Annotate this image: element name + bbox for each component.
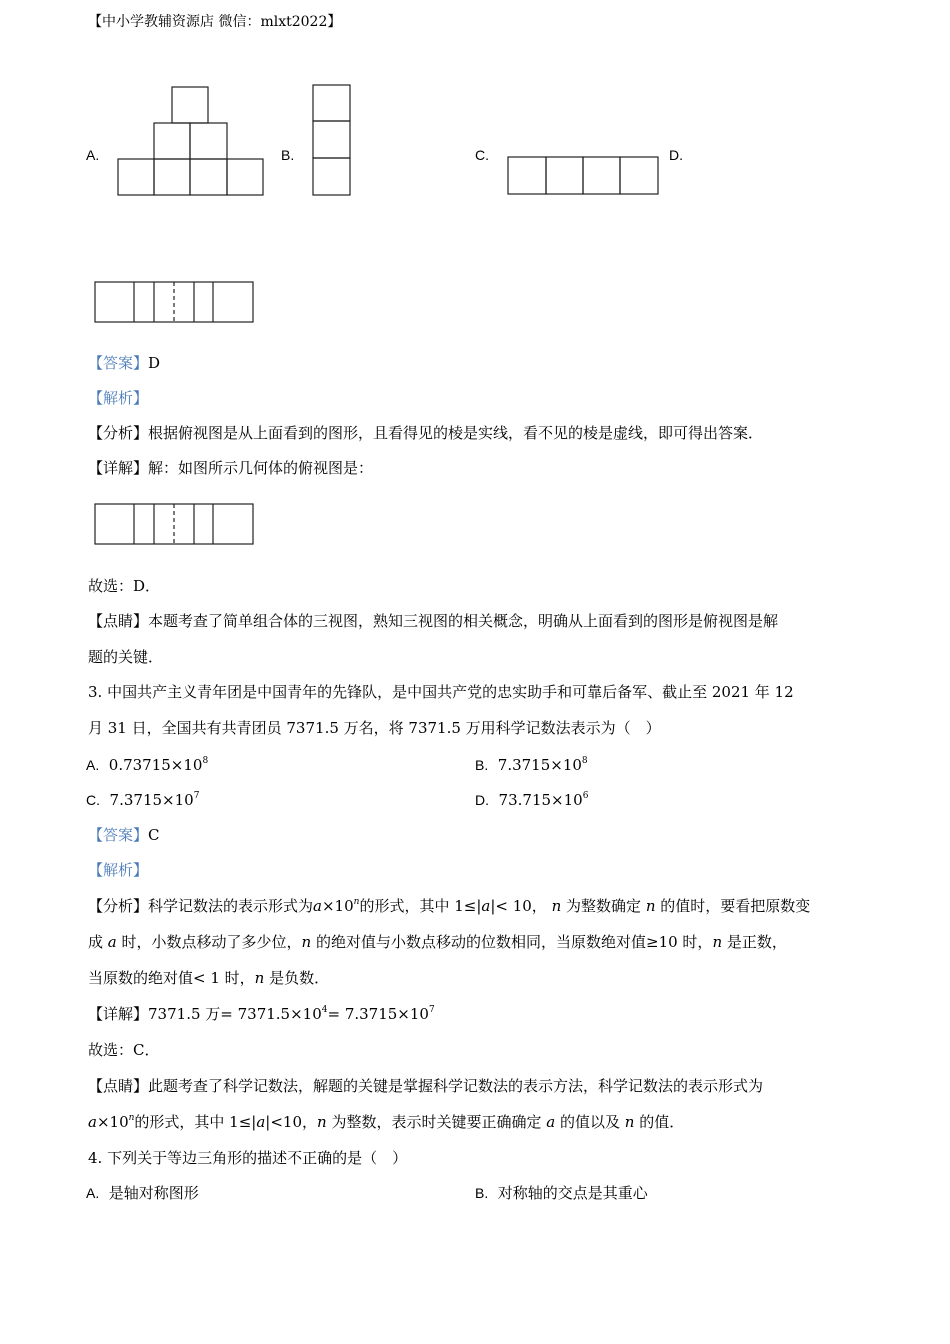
- text: 的绝对值与小数点移动的位数相同，当原数绝对值≥10 时，: [316, 933, 713, 951]
- exp: 4: [321, 1005, 328, 1015]
- page-header: 【中小学教辅资源店 微信：mlxt2022】: [88, 14, 342, 30]
- option-c-label: C.: [475, 147, 489, 163]
- q4-option-a: [86, 1183, 199, 1203]
- figure-option-a: [118, 87, 263, 195]
- q2-option-figures: [0, 0, 950, 340]
- text: 科学记数法的表示形式为: [148, 897, 314, 915]
- figure-option-b: [313, 85, 350, 195]
- q2-dianjing-line2: 题的关键．: [88, 648, 164, 666]
- text: 的值．: [639, 1113, 685, 1131]
- q3-answer: [88, 825, 160, 845]
- option-text: 对称轴的交点是其重心: [497, 1184, 648, 1202]
- text: 当原数的绝对值< 1 时，: [88, 969, 255, 987]
- q3-dianjing-line1: [88, 1076, 763, 1096]
- q3-stem-line1: 3. 中国共产主义青年团是中国青年的先锋队，是中国共产党的忠实助手和可靠后备军、截止至 2021 年 12: [88, 683, 794, 701]
- xiangjie-text: 解：如图所示几何体的俯视图是：: [148, 459, 374, 477]
- var-a: a: [313, 897, 322, 915]
- q3-option-a: [86, 755, 208, 775]
- dianjing-text: 本题考查了简单组合体的三视图，熟知三视图的相关概念，明确从上面看到的图形是俯视图是解: [148, 612, 779, 630]
- var-n: n: [645, 897, 656, 915]
- var-a: a: [107, 933, 117, 951]
- option-label: C.: [86, 792, 100, 808]
- text: ×10: [96, 1113, 129, 1131]
- q2-analysis-tag: 【解析】: [88, 389, 149, 407]
- q3-xiangjie: [88, 1004, 435, 1024]
- option-base: 73.715×10: [498, 791, 583, 809]
- option-exp: 8: [581, 756, 588, 766]
- fenxi-tag: 【分析】: [88, 897, 149, 915]
- q3-dianjing-line2: [88, 1112, 684, 1132]
- var-n: n: [624, 1113, 635, 1131]
- answer-tag: 【答案】: [88, 826, 149, 844]
- q3-guxuan: 故选：C．: [88, 1041, 160, 1059]
- var-a: a: [256, 1113, 266, 1131]
- q2-fenxi: [88, 423, 763, 443]
- text: 时，小数点移动了多少位，: [121, 933, 302, 951]
- exp: 7: [428, 1005, 435, 1015]
- text: 此题考查了科学记数法，解题的关键是掌握科学记数法的表示方法，科学记数法的表示形式为: [148, 1077, 764, 1095]
- answer-value: D: [148, 354, 161, 372]
- q3-fenxi-line3: [88, 968, 329, 988]
- text: 为整数，表示时关键要正确确定: [331, 1113, 542, 1131]
- var-n: n: [128, 1113, 135, 1123]
- text: 7371.5 万= 7371.5×10: [148, 1005, 322, 1023]
- text: |<10，: [265, 1113, 318, 1131]
- option-label: D.: [475, 792, 489, 808]
- option-label: A.: [86, 757, 100, 773]
- xiangjie-tag: 【详解】: [88, 1005, 149, 1023]
- q3-option-c: [86, 790, 199, 810]
- text: 的值以及: [560, 1113, 621, 1131]
- q4-stem: 4. 下列关于等边三角形的描述不正确的是（ ）: [88, 1149, 408, 1167]
- text: ×10: [321, 897, 354, 915]
- dianjing-tag: 【点睛】: [88, 1077, 149, 1095]
- fenxi-tag: 【分析】: [88, 424, 149, 442]
- option-label: B.: [475, 757, 489, 773]
- q2-xiangjie: [88, 458, 373, 478]
- text: 成: [88, 933, 104, 951]
- q3-option-b: [475, 755, 588, 775]
- text: 为整数确定: [566, 897, 642, 915]
- answer-tag: 【答案】: [88, 354, 149, 372]
- option-text: 是轴对称图形: [108, 1184, 199, 1202]
- q3-stem-line2: 月 31 日，全国共有共青团员 7371.5 万名，将 7371.5 万用科学记数法表示为（ ）: [88, 719, 661, 737]
- text: 的值时，要看把原数变: [660, 897, 811, 915]
- fenxi-text: 根据俯视图是从上面看到的图形，且看得见的棱是实线，看不见的棱是虚线，即可得出答案．: [148, 424, 764, 442]
- var-n: n: [317, 1113, 327, 1131]
- text: |< 10，: [490, 897, 547, 915]
- q3-fenxi-line1: [88, 896, 810, 916]
- option-label: B.: [475, 1185, 489, 1201]
- q3-analysis-tag: 【解析】: [88, 861, 149, 879]
- q2-answer: [88, 353, 160, 373]
- q2-guxuan: 故选：D．: [88, 577, 161, 595]
- var-a: a: [88, 1113, 97, 1131]
- option-exp: 7: [193, 791, 200, 801]
- q2-top-view-figure: [0, 500, 300, 550]
- xiangjie-tag: 【详解】: [88, 459, 149, 477]
- text: 的形式，其中 1≤|: [359, 897, 482, 915]
- answer-value: C: [148, 826, 160, 844]
- var-n: n: [254, 969, 265, 987]
- dianjing-tag: 【点睛】: [88, 612, 149, 630]
- var-a: a: [546, 1113, 556, 1131]
- figure-option-d: [95, 282, 253, 322]
- var-n: n: [301, 933, 312, 951]
- q2-dianjing: [88, 611, 778, 631]
- option-a-label: A.: [86, 147, 100, 163]
- option-exp: 6: [582, 791, 589, 801]
- var-n: n: [712, 933, 723, 951]
- option-base: 0.73715×10: [108, 756, 203, 774]
- option-base: 7.3715×10: [109, 791, 194, 809]
- option-d-label: D.: [669, 147, 683, 163]
- option-exp: 8: [202, 756, 209, 766]
- option-label: A.: [86, 1185, 100, 1201]
- option-b-label: B.: [281, 147, 295, 163]
- q4-option-b: [475, 1183, 648, 1203]
- q3-option-d: [475, 790, 588, 810]
- figure-option-c: [508, 157, 658, 194]
- var-n: n: [551, 897, 562, 915]
- text: = 7.3715×10: [327, 1005, 429, 1023]
- option-base: 7.3715×10: [497, 756, 582, 774]
- text: 是负数．: [269, 969, 330, 987]
- var-a: a: [481, 897, 491, 915]
- text: 是正数，: [726, 933, 787, 951]
- q3-fenxi-line2: [88, 932, 787, 952]
- var-n: n: [353, 897, 360, 907]
- text: 的形式，其中 1≤|: [134, 1113, 257, 1131]
